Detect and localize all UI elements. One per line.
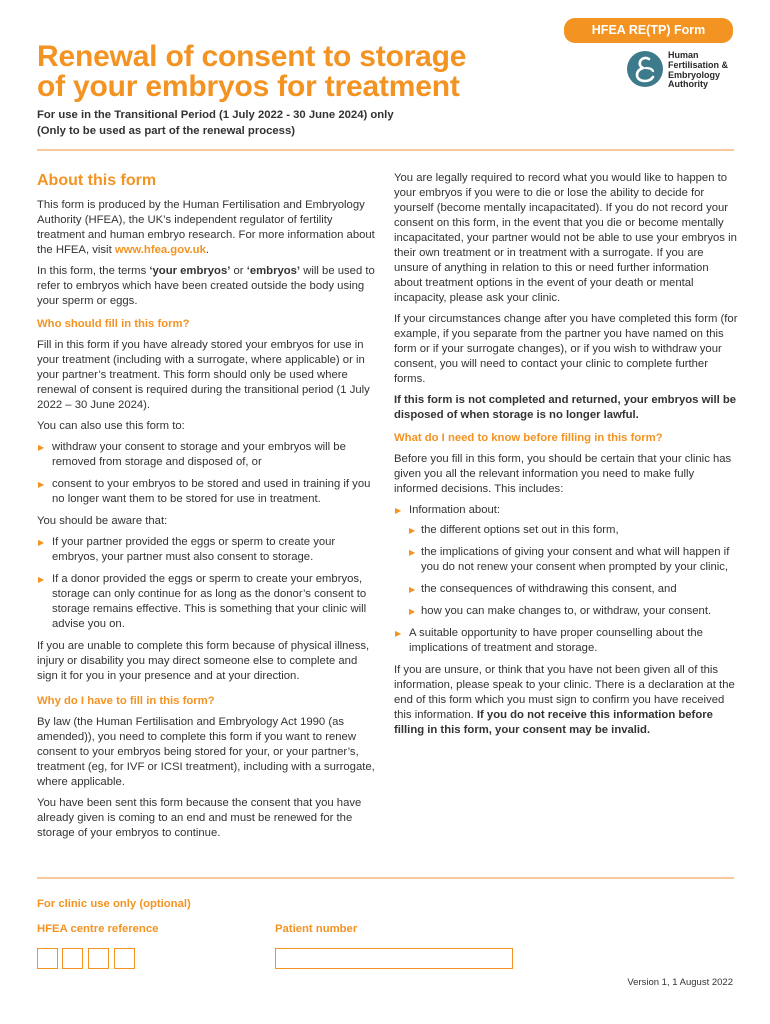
logo-text-4: Authority bbox=[668, 79, 708, 90]
information-sublist bbox=[409, 523, 739, 619]
also-use-list bbox=[37, 440, 377, 507]
triangle-right-icon: ▶ bbox=[38, 575, 45, 584]
hfea-logo-icon bbox=[626, 50, 664, 88]
triangle-right-icon: ▶ bbox=[395, 629, 402, 638]
patient-number-field[interactable] bbox=[275, 948, 513, 969]
terms-text-or: or bbox=[230, 265, 247, 277]
list-item bbox=[37, 477, 377, 507]
title-line-2: of your embryos for treatment bbox=[37, 70, 460, 103]
centre-reference-label: HFEA centre reference bbox=[37, 923, 159, 935]
triangle-right-icon: ▶ bbox=[38, 443, 45, 452]
terms-paragraph bbox=[37, 264, 377, 309]
header-divider bbox=[37, 149, 734, 151]
list-item-text: withdraw your consent to storage and your embryos will be removed from storage and disposed of, or bbox=[52, 441, 346, 468]
about-text-end: . bbox=[205, 244, 209, 256]
triangle-right-icon: ▶ bbox=[395, 506, 402, 515]
page-title bbox=[37, 42, 557, 102]
list-item bbox=[394, 503, 739, 619]
triangle-right-icon: ▶ bbox=[409, 585, 416, 594]
centre-reference-digit-3[interactable] bbox=[88, 948, 109, 969]
form-code-badge: HFEA RE(TP) Form bbox=[564, 18, 733, 43]
circumstances-change-paragraph: If your circumstances change after you have completed this form (for example, if you separate from the partner you have named on this form or if your surrogate changes), or if you wish to withdraw your consent, you will need to contact your clinic to complete further forms. bbox=[394, 313, 738, 385]
triangle-right-icon: ▶ bbox=[38, 538, 45, 547]
triangle-right-icon: ▶ bbox=[409, 607, 416, 616]
hfea-website-link[interactable]: www.hfea.gov.uk bbox=[114, 244, 206, 256]
logo-text-2: Fertilisation & bbox=[668, 59, 729, 70]
centre-reference-digit-1[interactable] bbox=[37, 948, 58, 969]
disposal-warning-text: If this form is not completed and returned, your embryos will be disposed of when storage is no longer lawful. bbox=[394, 394, 737, 421]
invalid-consent-warning: If you do not receive this information before filling in this form, your consent may be invalid. bbox=[394, 709, 713, 736]
list-item bbox=[37, 535, 377, 565]
about-paragraph bbox=[37, 198, 377, 258]
legal-requirement-paragraph: You are legally required to record what you would like to happen to your embryos if you were to die or lose the ability to decide for yourself (become mentally incapacitated). If you do not record your consent on this form, in the event that you die or become mentally incapacitated, your partner would not be able to use your embryos in their own treatment or in treatment with a surrogate. If you are unsure of anything in relation to this or need further information about treatment options in the event of your death or mental incapacity, please ask your clinic. bbox=[394, 172, 737, 304]
page-subtitle bbox=[37, 108, 737, 139]
includes-list bbox=[394, 503, 739, 656]
list-item bbox=[37, 572, 377, 632]
list-item bbox=[37, 440, 377, 470]
be-aware-paragraph: You should be aware that: bbox=[37, 515, 168, 527]
sublist-item-text: the consequences of withdrawing this consent, and bbox=[421, 583, 677, 595]
why-fill-heading: Why do I have to fill in this form? bbox=[37, 695, 215, 707]
clinic-section-title: For clinic use only (optional) bbox=[37, 898, 191, 910]
triangle-right-icon: ▶ bbox=[409, 548, 416, 557]
centre-reference-digit-4[interactable] bbox=[114, 948, 135, 969]
subtitle-line-2: (Only to be used as part of the renewal process) bbox=[37, 124, 296, 137]
list-item-text: A suitable opportunity to have proper counselling about the implications of treatment and storage. bbox=[409, 627, 703, 654]
triangle-right-icon: ▶ bbox=[409, 526, 416, 535]
sublist-item bbox=[409, 582, 739, 597]
about-heading: About this form bbox=[37, 172, 157, 189]
sublist-item-text: how you can make changes to, or withdraw, your consent. bbox=[421, 605, 712, 617]
version-footer: Version 1, 1 August 2022 bbox=[627, 977, 733, 988]
list-item-text: Information about: bbox=[409, 504, 501, 516]
sent-form-paragraph: You have been sent this form because the consent that you have already given is coming to an end and must be renewed for the storage of your embryos to continue. bbox=[37, 797, 362, 839]
patient-number-label: Patient number bbox=[275, 923, 358, 935]
be-aware-list bbox=[37, 535, 377, 632]
centre-reference-digit-2[interactable] bbox=[62, 948, 83, 969]
list-item bbox=[394, 626, 739, 656]
terms-text-d: will be used to refer to embryos which have been created outside the body using your sperm or eggs. bbox=[37, 265, 375, 307]
term-your-embryos: ‘your embryos’ bbox=[149, 265, 231, 277]
list-item-text: If your partner provided the eggs or sperm to create your embryos, your partner must also consent to storage. bbox=[52, 536, 336, 563]
clinic-section-divider bbox=[37, 877, 734, 879]
who-should-fill-heading: Who should fill in this form? bbox=[37, 318, 190, 330]
title-line-1: Renewal of consent to storage bbox=[37, 40, 467, 73]
left-column bbox=[37, 168, 377, 847]
also-use-paragraph: You can also use this form to: bbox=[37, 420, 185, 432]
sublist-item bbox=[409, 604, 739, 619]
subtitle-line-1: For use in the Transitional Period (1 July 2022 - 30 June 2024) only bbox=[37, 109, 394, 121]
who-should-fill-paragraph: Fill in this form if you have already stored your embryos for use in your treatment (including with a surrogate, where applicable) or in your partner’s treatment. This form should only be used where renewal of consent is required during the transitional period (1 July 2022 – 30 June 2024). bbox=[37, 339, 370, 411]
sublist-item-text: the different options set out in this form, bbox=[421, 524, 619, 536]
hfea-logo bbox=[626, 50, 738, 92]
before-filling-paragraph: Before you fill in this form, you should be certain that your clinic has given you all the relevant information you need to make fully informed decisions. This includes: bbox=[394, 453, 732, 495]
term-embryos: ‘embryos’ bbox=[246, 265, 301, 277]
logo-wordmark bbox=[668, 51, 740, 90]
triangle-right-icon: ▶ bbox=[38, 480, 45, 489]
why-fill-paragraph: By law (the Human Fertilisation and Embryology Act 1990 (as amended)), you need to complete this form if you want to renew consent to your embryos being stored for your, or your partner’s, treatment (eg, for IVF or ICSI treatment), including with a surrogate, where applicable. bbox=[37, 716, 375, 788]
sublist-item bbox=[409, 545, 739, 575]
about-text: This form is produced by the Human Fertilisation and Embryology Authority (HFEA), the UK’s independent regulator of fertility treatment and human embryo research. For more information about the HFEA, visit bbox=[37, 199, 375, 256]
list-item-text: consent to your embryos to be stored and used in training if you no longer want them to be stored for use in treatment. bbox=[52, 478, 371, 505]
terms-text-a: In this form, the terms bbox=[37, 265, 150, 277]
right-column bbox=[394, 171, 739, 744]
logo-text-1: Human bbox=[668, 50, 699, 60]
logo-text-3: Embryology bbox=[668, 69, 721, 80]
disposal-warning bbox=[394, 393, 739, 423]
unable-to-complete-paragraph: If you are unable to complete this form because of physical illness, injury or disability you may direct someone else to complete and sign it for you in your presence and at your direction. bbox=[37, 640, 370, 682]
sublist-item-text: the implications of giving your consent and what will happen if you do not renew your consent when prompted by your clinic, bbox=[421, 546, 730, 573]
list-item-text: If a donor provided the eggs or sperm to create your embryos, storage can only continue for as long as the donor’s consent to storage remains effective. This is something that your clinic will advise you on. bbox=[52, 573, 367, 630]
before-filling-heading: What do I need to know before filling in this form? bbox=[394, 432, 663, 444]
unsure-text: If you are unsure, or think that you have not been given all of this information, please speak to your clinic. There is a declaration at the end of this form which you must sign to confirm you have received this information. bbox=[394, 664, 735, 721]
unsure-paragraph bbox=[394, 663, 739, 738]
sublist-item bbox=[409, 523, 739, 538]
